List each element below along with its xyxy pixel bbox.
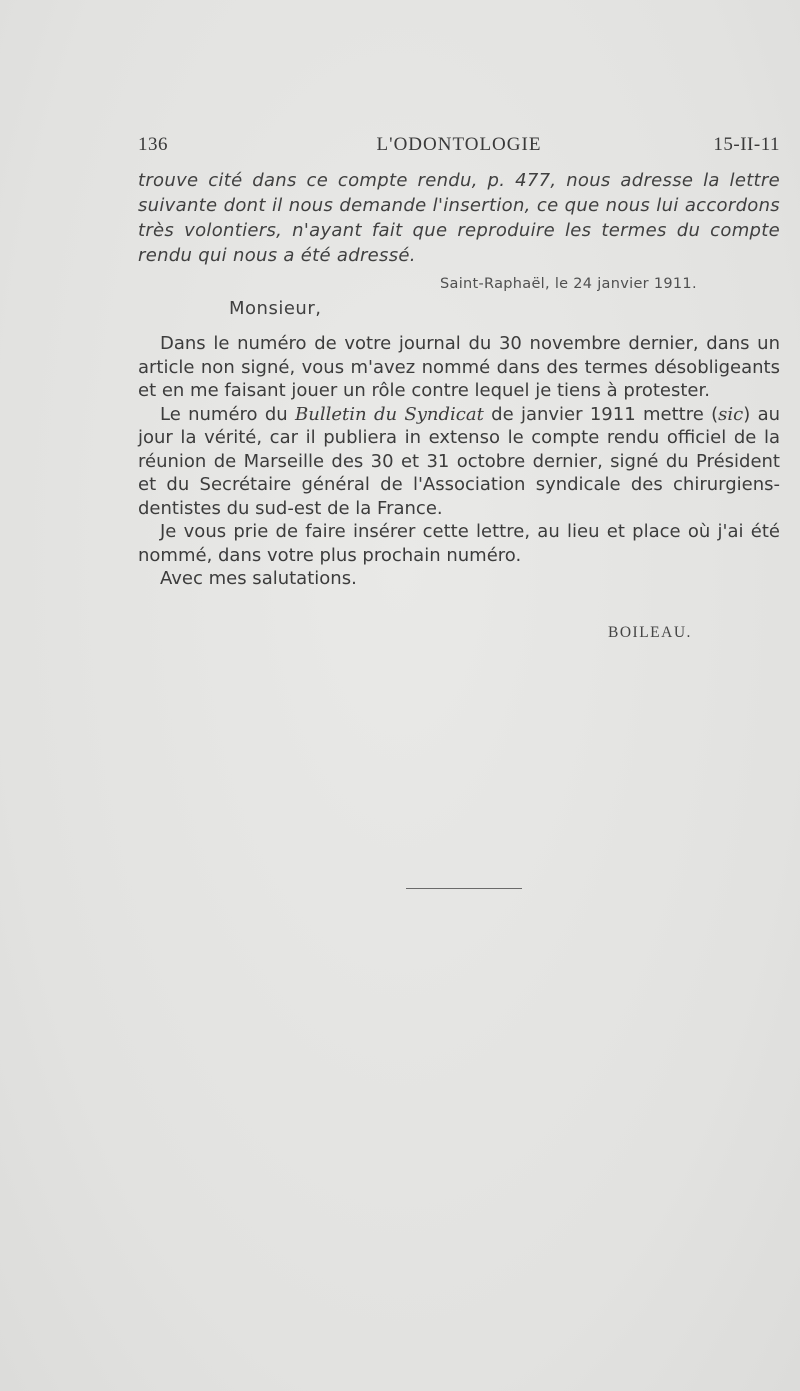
letter-place-date: Saint-Raphaël, le 24 janvier 1911. (440, 276, 697, 292)
p2-end: ) au jour la vérité, car il publiera in extenso le compte rendu officiel de la réunion de Marseille des 30 et 31 octobre dernier, signé du Président et du Secrétaire général de l'Association syndicale des chirurgiens-dentistes du sud-est de la France. (138, 403, 781, 519)
issue-date: 15-II-11 (713, 134, 780, 155)
section-divider (406, 888, 522, 889)
signature: BOILEAU. (608, 624, 692, 641)
page-number: 136 (138, 134, 168, 155)
letter-paragraph-1: Dans le numéro de votre journal du 30 novembre dernier, dans un article non signé, vous m'avez nommé dans des termes désobligeants et en me faisant jouer un rôle contre lequel je tiens à protester. (138, 333, 780, 401)
bulletin-title: Bulletin du Syndicat (295, 403, 484, 425)
letter-closing: Avec mes salutations. (160, 568, 357, 589)
intro-paragraph: trouve cité dans ce compte rendu, p. 477, nous adresse la lettre suivante dont il nous demande l'insertion, ce que nous lui accordons très volontiers, n'ayant fait que reproduire les termes du compte rendu qui nous a été adressé. (138, 170, 780, 266)
letter-paragraph-3: Je vous prie de faire insérer cette lettre, au lieu et place où j'ai été nommé, dans votre plus prochain numéro. (138, 521, 780, 566)
p2-start: Le numéro du (160, 403, 296, 425)
letter-salutation: Monsieur, (229, 298, 322, 319)
journal-title: L'ODONTOLOGIE (376, 134, 542, 155)
running-header (138, 134, 780, 160)
letter-body (138, 332, 780, 591)
letter-paragraph-2 (138, 403, 780, 521)
sic-note: sic (718, 403, 744, 425)
p2-mid: de janvier 1911 mettre ( (483, 403, 719, 425)
